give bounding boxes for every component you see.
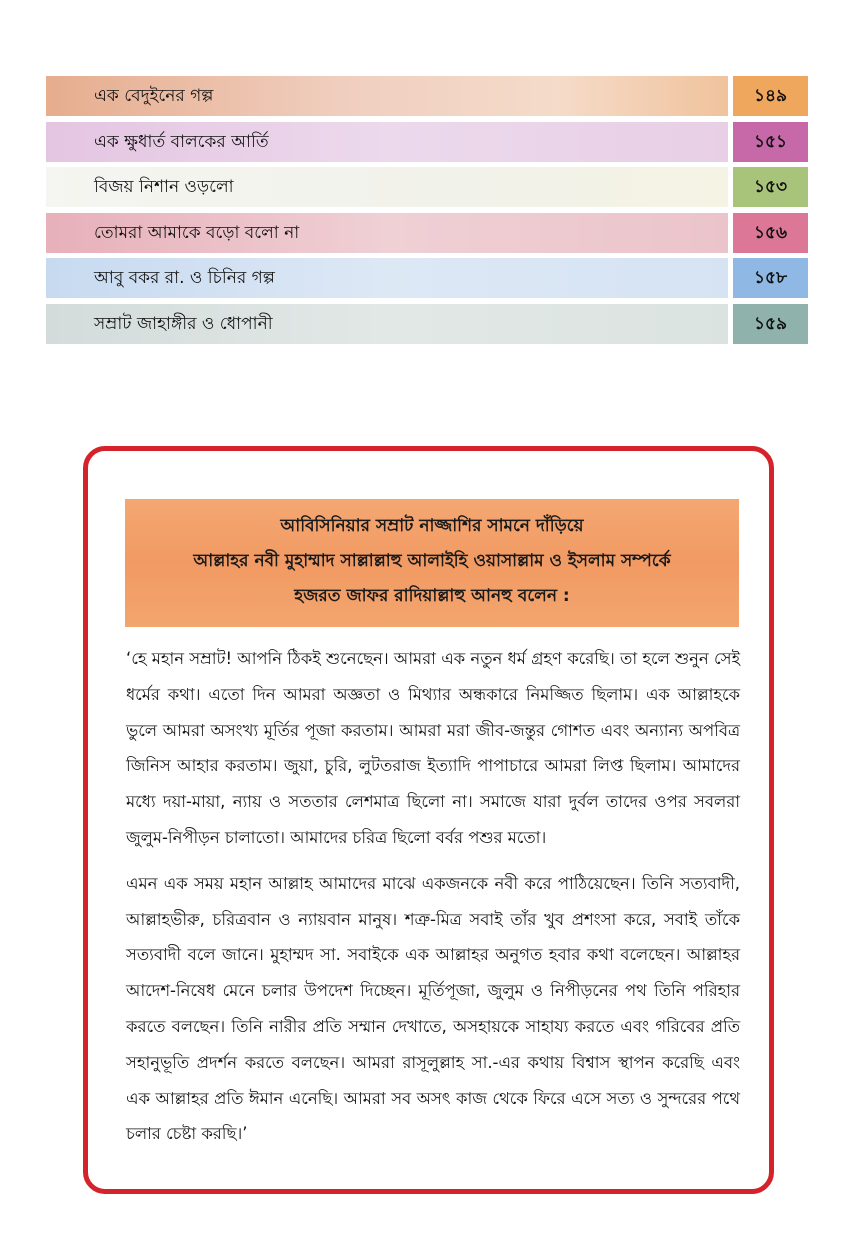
- toc-page-number: ১৫৯: [733, 304, 808, 344]
- toc-row: [46, 213, 808, 253]
- quote-heading-line: আল্লাহর নবী মুহাম্মাদ সাল্লাল্লাহু আলাইহি ওয়াসাল্লাম ও ইসলাম সম্পর্কে: [193, 551, 671, 571]
- quote-box: [83, 446, 774, 1194]
- toc-row: [46, 258, 808, 298]
- toc-entry-title: এক বেদুইনের গল্প: [46, 76, 728, 116]
- quote-heading-line: হজরত জাফর রাদিয়াল্লাহু আনহু বলেন :: [294, 586, 570, 606]
- toc-entry-title: এক ক্ষুধার্ত বালকের আর্তি: [46, 122, 728, 162]
- toc-entry-title: তোমরা আমাকে বড়ো বলো না: [46, 213, 728, 253]
- quote-heading-line: আবিসিনিয়ার সম্রাট নাজ্জাশির সামনে দাঁড়িয়ে: [280, 516, 584, 536]
- toc-page-number: ১৪৯: [733, 76, 808, 116]
- quote-body: [126, 641, 740, 1162]
- toc-row: [46, 304, 808, 344]
- table-of-contents: [46, 76, 808, 349]
- quote-paragraph: ‘হে মহান সম্রাট! আপনি ঠিকই শুনেছেন। আমরা এক নতুন ধর্ম গ্রহণ করেছি। তা হলে শুনুন সেই ধর্মের কথা। এতো দিন আমরা অজ্ঞতা ও মিথ্যার অন্ধকারে নিমজ্জিত ছিলাম। এক আল্লাহকে ভুলে আমরা অসংখ্য মূর্তির পূজা করতাম। আমরা মরা জীব-জন্তুর গোশত এবং অন্যান্য অপবিত্র জিনিস আহার করতাম। জুয়া, চুরি, লুটতরাজ ইত্যাদি পাপাচারে আমরা লিপ্ত ছিলাম। আমাদের মধ্যে দয়া-মায়া, ন্যায় ও সততার লেশমাত্র ছিলো না। সমাজে যারা দুর্বল তাদের ওপর সবলরা জুলুম-নিপীড়ন চালাতো। আমাদের চরিত্র ছিলো বর্বর পশুর মতো।: [126, 649, 740, 847]
- toc-row: [46, 76, 808, 116]
- toc-page-number: ১৫৬: [733, 213, 808, 253]
- toc-page-number: ১৫৮: [733, 258, 808, 298]
- toc-page-number: ১৫১: [733, 122, 808, 162]
- toc-page-number: ১৫৩: [733, 167, 808, 207]
- toc-entry-title: সম্রাট জাহাঙ্গীর ও ধোপানী: [46, 304, 728, 344]
- toc-entry-title: আবু বকর রা. ও চিনির গল্প: [46, 258, 728, 298]
- toc-row: [46, 167, 808, 207]
- toc-row: [46, 122, 808, 162]
- quote-heading-banner: [125, 499, 739, 627]
- toc-entry-title: বিজয় নিশান ওড়লো: [46, 167, 728, 207]
- quote-paragraph: এমন এক সময় মহান আল্লাহ আমাদের মাঝে একজনকে নবী করে পাঠিয়েছেন। তিনি সত্যবাদী, আল্লাহভীরু, চরিত্রবান ও ন্যায়বান মানুষ। শত্রু-মিত্র সবাই তাঁর খুব প্রশংসা করে, সবাই তাঁকে সত্যবাদী বলে জানে। মুহাম্মদ সা. সবাইকে এক আল্লাহর অনুগত হবার কথা বলেছেন। আল্লাহর আদেশ-নিষেধ মেনে চলার উপদেশ দিচ্ছেন। মূর্তিপূজা, জুলুম ও নিপীড়নের পথ তিনি পরিহার করতে বলছেন। তিনি নারীর প্রতি সম্মান দেখাতে, অসহায়কে সাহায্য করতে এবং গরিবের প্রতি সহানুভূতি প্রদর্শন করতে বলছেন। আমরা রাসূলুল্লাহ সা.-এর কথায় বিশ্বাস স্থাপন করেছি এবং এক আল্লাহর প্রতি ঈমান এনেছি। আমরা সব অসৎ কাজ থেকে ফিরে এসে সত্য ও সুন্দরের পথে চলার চেষ্টা করছি।’: [126, 873, 740, 1144]
